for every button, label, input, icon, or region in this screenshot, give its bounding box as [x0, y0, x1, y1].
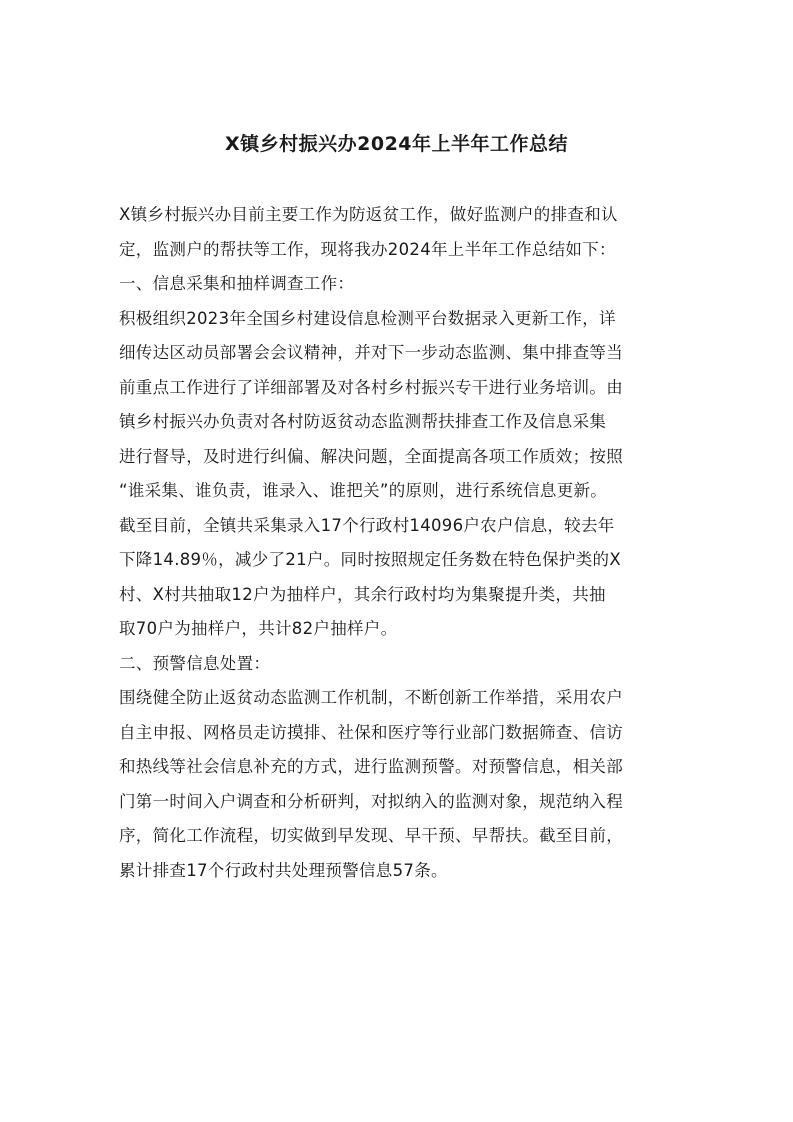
text-line: 围绕健全防止返贫动态监测工作机制，不断创新工作举措，采用农户 — [119, 688, 623, 707]
text-line: “谁采集、谁负责，谁录入、谁把关”的原则，进行系统信息更新。 — [119, 481, 608, 500]
document-title: X镇乡村振兴办2024年上半年工作总结 — [224, 133, 569, 155]
text-line: 前重点工作进行了详细部署及对各村乡村振兴专干进行业务培训。由 — [119, 377, 623, 397]
text-line: 累计排查17个行政村共处理预警信息57条。 — [119, 860, 448, 880]
section-heading: 二、预警信息处置： — [119, 653, 271, 673]
text-line: 积极组织2023年全国乡村建设信息检测平台数据录入更新工作，详 — [119, 308, 616, 328]
document-body — [119, 198, 675, 888]
text-line: 定，监测户的帮扶等工作，现将我办2024年上半年工作总结如下： — [119, 239, 616, 259]
text-line: 镇乡村振兴办负责对各村防返贫动态监测帮扶排查工作及信息采集 — [119, 412, 607, 431]
text-line: 截至目前，全镇共采集录入17个行政村14096户农户信息，较去年 — [119, 515, 615, 535]
text-line: 细传达区动员部署会会议精神，并对下一步动态监测、集中排查等当 — [119, 343, 623, 362]
text-line: 进行督导，及时进行纠偏、解决问题，全面提高各项工作质效；按照 — [119, 446, 623, 466]
text-line: 自主申报、网格员走访摸排、社保和医疗等行业部门数据筛查、信访 — [119, 722, 623, 742]
text-line: 序，简化工作流程，切实做到早发现、早干预、早帮扶。截至目前， — [119, 826, 623, 845]
text-line: 门第一时间入户调查和分析研判，对拟纳入的监测对象，规范纳入程 — [119, 791, 623, 811]
section-heading: 一、信息采集和抽样调查工作： — [119, 274, 355, 293]
text-line: 和热线等社会信息补充的方式，进行监测预警。对预警信息，相关部 — [119, 757, 623, 776]
text-line: 村、X村共抽取12户为抽样户，其余行政村均为集聚提升类，共抽 — [119, 584, 606, 604]
text-line: 取70户为抽样户，共计82户抽样户。 — [119, 619, 398, 638]
text-line: 下降14.89％，减少了21户。同时按照规定任务数在特色保护类的X — [119, 550, 621, 569]
text-line: X镇乡村振兴办目前主要工作为防返贫工作，做好监测户的排查和认 — [119, 205, 618, 224]
